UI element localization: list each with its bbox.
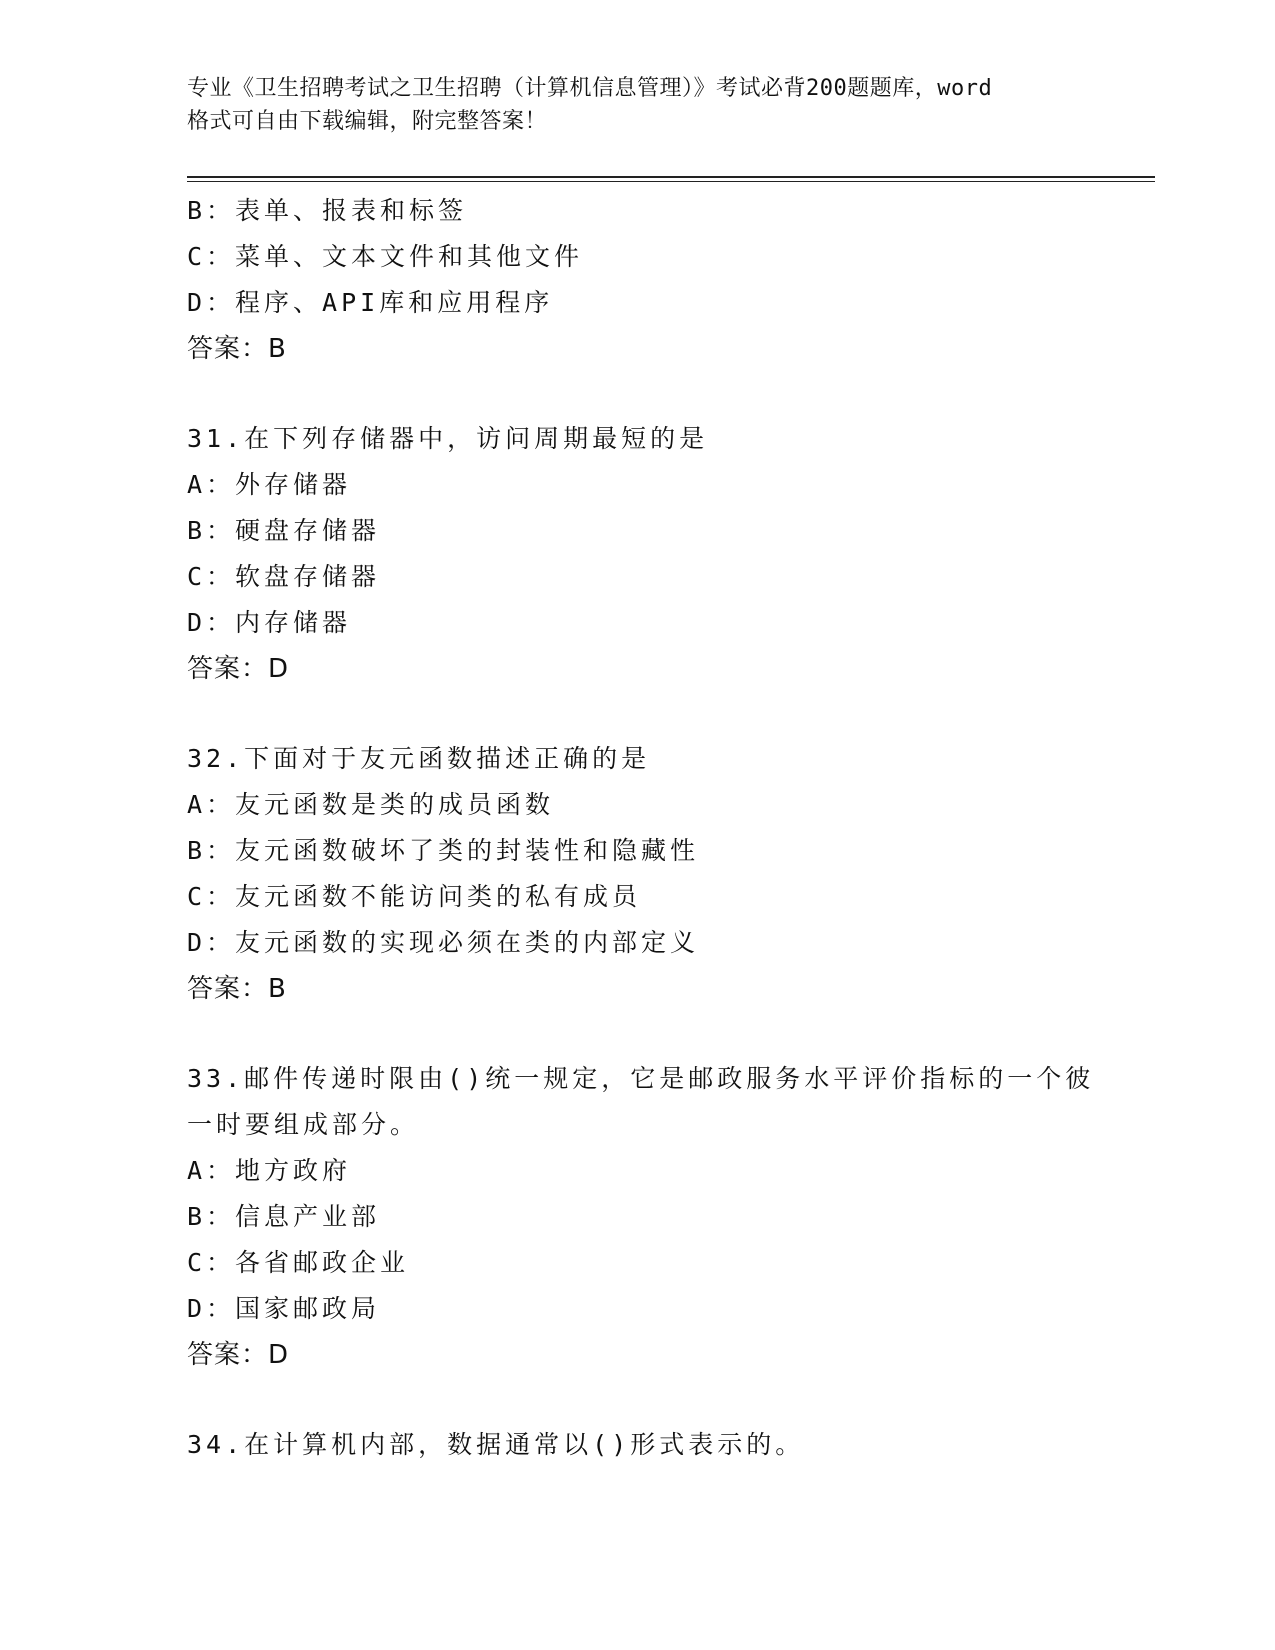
question-stem: 32.下面对于友元函数描述正确的是: [187, 744, 651, 773]
question-block-31: [187, 416, 1147, 692]
question-block-33: [187, 1056, 1147, 1378]
option-d: D：友元函数的实现必须在类的内部定义: [187, 928, 700, 957]
question-stem-line-2: 一时要组成部分。: [187, 1110, 420, 1139]
option-a: A：地方政府: [187, 1156, 352, 1185]
header-divider-thin: [187, 181, 1155, 182]
option-a: A：外存储器: [187, 470, 352, 499]
option-a: A：友元函数是类的成员函数: [187, 790, 555, 819]
option-b: B：表单、报表和标签: [187, 196, 468, 225]
option-d: D：国家邮政局: [187, 1294, 381, 1323]
header-divider-thick: [187, 176, 1155, 178]
option-b: B：硬盘存储器: [187, 516, 381, 545]
answer-line: 答案：D: [187, 1340, 290, 1370]
option-b: B：友元函数破坏了类的封装性和隐藏性: [187, 836, 700, 865]
option-c: C：软盘存储器: [187, 562, 381, 591]
option-d: D：程序、API库和应用程序: [187, 288, 554, 317]
option-c: C：友元函数不能访问类的私有成员: [187, 882, 642, 911]
question-stem: 31.在下列存储器中，访问周期最短的是: [187, 424, 709, 453]
answer-line: 答案：D: [187, 654, 290, 684]
answer-line: 答案：B: [187, 974, 287, 1004]
header-title-line-2: 格式可自由下载编辑，附完整答案！: [187, 109, 548, 134]
option-c: C：菜单、文本文件和其他文件: [187, 242, 584, 271]
question-block-32: [187, 736, 1147, 1012]
question-list: [187, 188, 1147, 1468]
option-b: B：信息产业部: [187, 1202, 381, 1231]
header-title-line-1: 专业《卫生招聘考试之卫生招聘（计算机信息管理）》考试必背200题题库，word: [187, 76, 993, 101]
question-block-30: [187, 188, 1147, 372]
question-block-34: [187, 1422, 1147, 1468]
question-stem-line-1: 33.邮件传递时限由()统一规定，它是邮政服务水平评价指标的一个彼: [187, 1064, 1095, 1093]
answer-line: 答案：B: [187, 334, 287, 364]
option-d: D：内存储器: [187, 608, 352, 637]
option-c: C：各省邮政企业: [187, 1248, 410, 1277]
question-stem: 34.在计算机内部，数据通常以()形式表示的。: [187, 1430, 805, 1459]
document-header: [187, 72, 1087, 138]
